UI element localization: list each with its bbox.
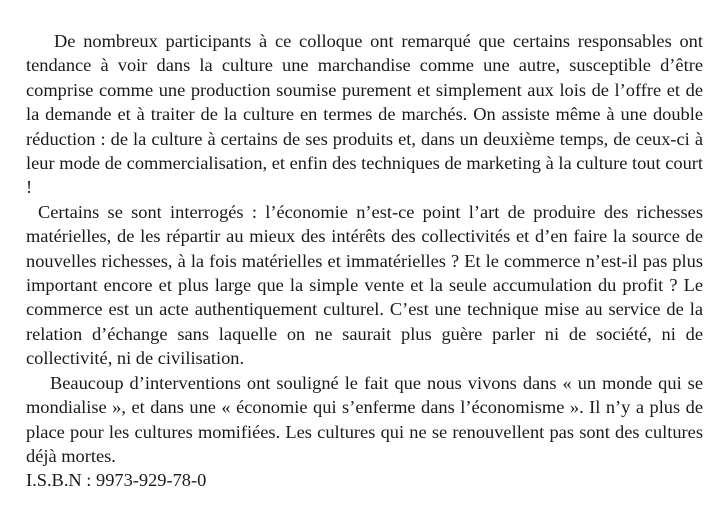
isbn-line: I.S.B.N : 9973-929-78-0 (26, 470, 207, 491)
paragraph-3: Beaucoup d’interventions ont souligné le fait que nous vivons dans « un monde qui se mondialise », et dans une « économie qui s’enferme dans l’économisme ». Il n’y a plus de place pour les cultures momifiées. Les cultures qui ne se renouvellent pas sont des cultures déjà mortes. (26, 372, 703, 466)
paragraph-2: Certains se sont interrogés : l’économie n’est-ce point l’art de produire des richesses matérielles, de les répartir au mieux des intérêts des collectivités et d’en faire la source de nouvelles richesses, à la fois matérielles et immatérielles ? Et le commerce n’est-il pas plus important encore et plus large que la simple vente et la seule accumulation du profit ? Le commerce est un acte authentiquement culturel. C’est une technique mise au service de la relation d’échange sans laquelle on ne saurait plus guère parler ni de société, ni de collectivité, ni de civilisation. (26, 201, 703, 369)
document-page (26, 29, 703, 493)
paragraph-1: De nombreux participants à ce colloque ont remarqué que certains responsables ont tendance à voir dans la culture une marchandise comme une autre, susceptible d’être comprise comme une production soumise purement et simplement aux lois de l’offre et de la demande et à traiter de la culture en termes de marchés. On assiste même à une double réduction : de la culture à certains de ses produits et, dans un deuxième temps, de ceux-ci à leur mode de commercialisation, et enfin des techniques de marketing à la culture tout court ! (26, 31, 703, 198)
